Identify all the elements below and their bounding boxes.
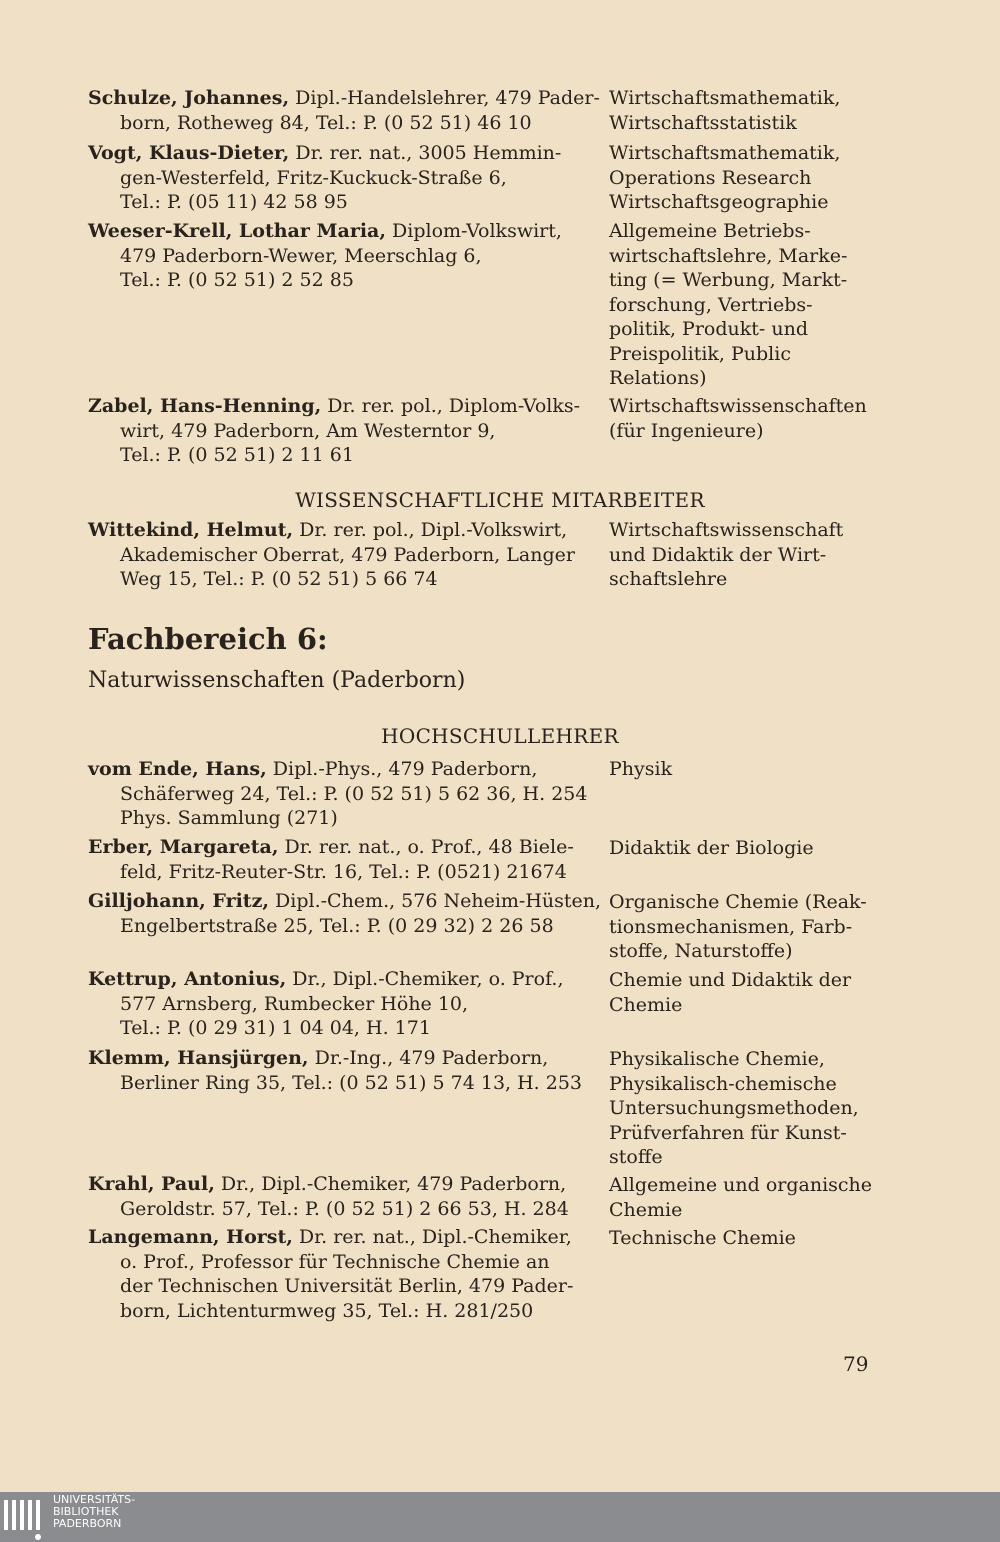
entry-line-rest: Diplom-Volkswirt, [385, 220, 562, 242]
staff-entry [88, 141, 588, 215]
subject-line: stoffe [609, 1146, 663, 1168]
entry-line [88, 889, 602, 914]
entry-line: Geroldstr. 57, Tel.: P. (0 52 51) 2 66 53, H. 284 [120, 1197, 569, 1220]
subject-line: tionsmechanismen, Farb- [609, 915, 853, 938]
entry-line-rest: Dr.-Ing., 479 Paderborn, [308, 1047, 549, 1069]
subject-line: stoffe, Naturstoffe) [609, 940, 793, 962]
entry-line-rest: Dr., Dipl.-Chemiker, 479 Paderborn, [214, 1173, 567, 1195]
subject-column [609, 141, 899, 215]
person-name: Klemm, Hansjürgen, [88, 1047, 309, 1069]
entry-line: Akademischer Oberrat, 479 Paderborn, Langer [120, 543, 575, 566]
staff-entry [88, 1225, 588, 1323]
entry-line: 479 Paderborn-Wewer, Meerschlag 6, [120, 244, 482, 267]
entry-line-rest: Dr. rer. nat., Dipl.-Chemiker, [292, 1226, 572, 1248]
subject-column [609, 394, 899, 443]
subject-line: Chemie [609, 993, 683, 1016]
subject-line: ting (= Werbung, Markt- [609, 269, 848, 291]
person-name: Gilljohann, Fritz, [88, 890, 269, 912]
entry-line: o. Prof., Professor für Technische Chemie an [120, 1250, 550, 1273]
entry-line [88, 219, 588, 244]
person-name: Erber, Margareta, [88, 836, 279, 858]
entry-line-rest: Dr. rer. pol., Diplom-Volks- [321, 395, 581, 417]
library-footer-bar [0, 1492, 1000, 1542]
entry-line [88, 757, 588, 782]
entry-line: gen-Westerfeld, Fritz-Kuckuck-Straße 6, [120, 166, 507, 189]
subject-line: Didaktik der Biologie [609, 837, 814, 859]
staff-entry [88, 1046, 588, 1095]
staff-entry [88, 835, 588, 884]
subject-line: Organische Chemie (Reak- [609, 891, 867, 913]
entry-line: Schäferweg 24, Tel.: P. (0 52 51) 5 62 36, H. 254 [120, 782, 588, 805]
subject-line: wirtschaftslehre, Marke- [609, 244, 848, 267]
subject-line: Wirtschaftswissenschaften [609, 395, 867, 417]
subject-column [609, 1226, 899, 1251]
entry-line-rest: Dipl.-Chem., 576 Neheim-Hüsten, [268, 890, 602, 912]
subject-line: Relations) [609, 367, 707, 389]
subject-line: Untersuchungsmethoden, [609, 1097, 859, 1119]
subject-line: Wirtschaftsmathematik, [609, 142, 841, 164]
person-name: Weeser-Krell, Lothar Maria, [88, 220, 386, 242]
entry-line [88, 1046, 588, 1071]
subject-line: politik, Produkt- und [609, 318, 809, 340]
entry-line-rest: Dr. rer. pol., Dipl.-Volkswirt, [293, 519, 568, 541]
staff-entry [88, 889, 602, 938]
subject-column [609, 757, 899, 782]
entry-line [88, 394, 588, 419]
entry-line-rest: Dipl.-Handelslehrer, 479 Pader- [289, 87, 600, 109]
entry-line [88, 141, 588, 166]
library-logo-icon [4, 1500, 48, 1534]
staff-entry [88, 757, 588, 831]
staff-entry [88, 394, 588, 468]
entry-line: born, Rotheweg 84, Tel.: P. (0 52 51) 46 10 [120, 111, 532, 134]
staff-entry [88, 1172, 588, 1221]
section-heading: WISSENSCHAFTLICHE MITARBEITER [295, 488, 705, 512]
subject-line: Chemie [609, 1198, 683, 1221]
entry-line: born, Lichtenturmweg 35, Tel.: H. 281/250 [120, 1299, 534, 1322]
person-name: Schulze, Johannes, [88, 87, 290, 109]
subject-line: Physik [609, 758, 673, 780]
entry-line: Tel.: P. (0 29 31) 1 04 04, H. 171 [120, 1017, 431, 1039]
entry-line [88, 967, 588, 992]
subject-line: Preispolitik, Public [609, 342, 791, 365]
entry-line: Tel.: P. (05 11) 42 58 95 [120, 191, 348, 213]
subject-line: Physikalisch-chemische [609, 1072, 837, 1095]
entry-line: 577 Arnsberg, Rumbecker Höhe 10, [120, 992, 469, 1015]
entry-line: Weg 15, Tel.: P. (0 52 51) 5 66 74 [120, 568, 438, 590]
subject-column [609, 890, 899, 964]
staff-entry [88, 967, 588, 1041]
page-number: 79 [843, 1352, 869, 1376]
subject-line: Wirtschaftsmathematik, [609, 87, 841, 109]
person-name: Kettrup, Antonius, [88, 968, 287, 990]
entry-line: Berliner Ring 35, Tel.: (0 52 51) 5 74 13, H. 253 [120, 1071, 583, 1094]
subject-line: und Didaktik der Wirt- [609, 543, 827, 566]
subject-column [609, 1047, 899, 1170]
subject-column [609, 219, 899, 391]
person-name: Krahl, Paul, [88, 1173, 215, 1195]
library-name-line: UNIVERSITÄTS- [53, 1493, 136, 1506]
entry-line: feld, Fritz-Reuter-Str. 16, Tel.: P. (0521) 21674 [120, 860, 567, 883]
library-name [53, 1494, 135, 1530]
staff-entry [88, 86, 600, 135]
entry-line: der Technischen Universität Berlin, 479 Pader- [120, 1275, 574, 1297]
library-name-line: PADERBORN [53, 1517, 122, 1530]
person-name: Langemann, Horst, [88, 1226, 293, 1248]
entry-line: Tel.: P. (0 52 51) 2 11 61 [120, 444, 354, 466]
entry-line: Engelbertstraße 25, Tel.: P. (0 29 32) 2 26 58 [120, 914, 554, 937]
subject-column [609, 968, 899, 1017]
subject-line: forschung, Vertriebs- [609, 293, 813, 316]
entry-line [88, 1225, 588, 1250]
library-name-line: BIBLIOTHEK [53, 1505, 119, 1518]
subject-column [609, 1173, 899, 1222]
subject-line: Technische Chemie [609, 1227, 796, 1249]
subject-line: Wirtschaftsgeographie [609, 191, 829, 213]
subject-line: Physikalische Chemie, [609, 1048, 825, 1070]
person-name: Zabel, Hans-Henning, [88, 395, 322, 417]
subject-line: Allgemeine Betriebs- [609, 220, 811, 242]
entry-line: Tel.: P. (0 52 51) 2 52 85 [120, 269, 354, 291]
entry-line [88, 835, 588, 860]
entry-line-rest: Dipl.-Phys., 479 Paderborn, [266, 758, 538, 780]
person-name: vom Ende, Hans, [88, 758, 267, 780]
entry-line-rest: Dr., Dipl.-Chemiker, o. Prof., [286, 968, 564, 990]
staff-entry [88, 219, 588, 293]
subject-line: Wirtschaftswissenschaft [609, 519, 844, 541]
section-heading: HOCHSCHULLEHRER [381, 724, 619, 748]
entry-line [88, 1172, 588, 1197]
entry-line: Phys. Sammlung (271) [120, 807, 338, 829]
subject-column [609, 836, 899, 861]
subject-line: (für Ingenieure) [609, 419, 764, 442]
staff-entry [88, 518, 588, 592]
faculty-title: Fachbereich 6: [88, 622, 328, 656]
subject-column [609, 518, 899, 592]
person-name: Wittekind, Helmut, [88, 519, 294, 541]
subject-line: schaftslehre [609, 568, 728, 590]
subject-line: Allgemeine und organische [609, 1174, 873, 1196]
entry-line-rest: Dr. rer. nat., o. Prof., 48 Biele- [278, 836, 574, 858]
subject-line: Operations Research [609, 166, 812, 189]
entry-line: wirt, 479 Paderborn, Am Westerntor 9, [120, 419, 496, 442]
subject-line: Chemie und Didaktik der [609, 969, 852, 991]
subject-line: Wirtschaftsstatistik [609, 111, 797, 134]
faculty-subtitle: Naturwissenschaften (Paderborn) [88, 668, 466, 693]
person-name: Vogt, Klaus-Dieter, [88, 142, 290, 164]
entry-line-rest: Dr. rer. nat., 3005 Hemmin- [289, 142, 562, 164]
subject-line: Prüfverfahren für Kunst- [609, 1121, 847, 1144]
entry-line [88, 518, 588, 543]
entry-line [88, 86, 600, 111]
subject-column [609, 86, 899, 135]
